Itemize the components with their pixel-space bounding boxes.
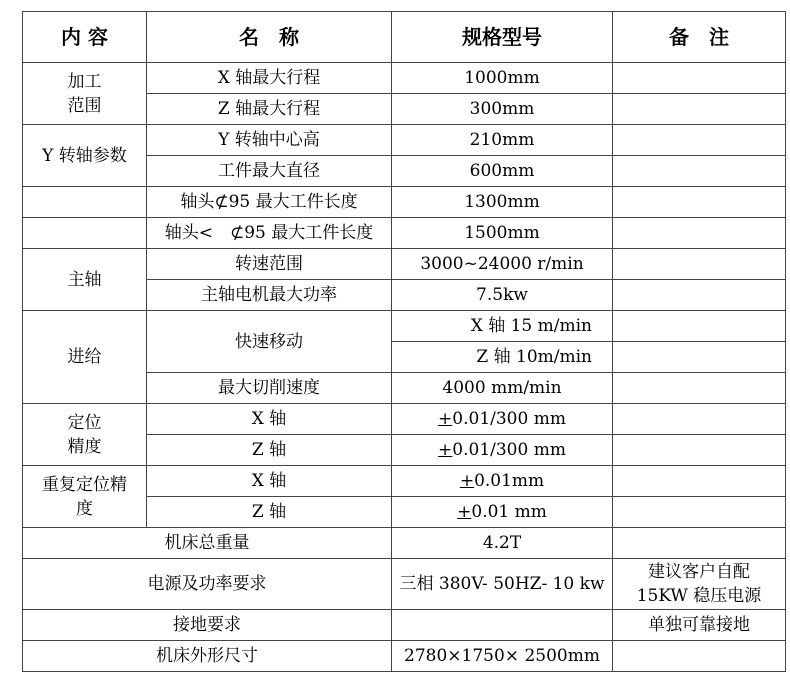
item-value: [392, 610, 613, 641]
header-row: [23, 12, 786, 63]
table-row: [23, 610, 786, 641]
item-note: [613, 435, 786, 466]
item-value: 1300mm: [392, 187, 613, 218]
table-row: [23, 528, 786, 559]
item-note: [613, 280, 786, 311]
plus-minus-sign: +: [459, 471, 475, 491]
item-name: 转速范围: [147, 249, 392, 280]
category-cell: [23, 187, 147, 218]
item-note: [613, 218, 786, 249]
category-cell: 主轴: [23, 249, 147, 311]
table-row: [23, 125, 786, 156]
category-cell: 加工 范围: [23, 63, 147, 125]
category-cell: 进给: [23, 311, 147, 404]
item-name: Z 轴: [147, 435, 392, 466]
table-row: [23, 641, 786, 672]
item-note: [613, 94, 786, 125]
item-value: [392, 404, 613, 435]
item-note: [613, 528, 786, 559]
item-value: 4000 mm/min: [392, 373, 613, 404]
header-content: 内 容: [23, 12, 147, 63]
item-value: 三相 380V- 50HZ- 10 kw: [392, 559, 613, 610]
item-note: [613, 373, 786, 404]
item-note: [613, 497, 786, 528]
item-value: 600mm: [392, 156, 613, 187]
item-value: [392, 466, 613, 497]
item-value: 7.5kw: [392, 280, 613, 311]
item-value: Z 轴 10m/min: [392, 342, 613, 373]
item-name: 轴头⊄95 最大工件长度: [147, 187, 392, 218]
item-name: 机床总重量: [23, 528, 392, 559]
item-name: 主轴电机最大功率: [147, 280, 392, 311]
category-cell: [23, 218, 147, 249]
item-value: X 轴 15 m/min: [392, 311, 613, 342]
item-note: [613, 125, 786, 156]
item-note: 单独可靠接地: [613, 610, 786, 641]
table-row: [23, 249, 786, 280]
item-name: Z 轴最大行程: [147, 94, 392, 125]
item-note: [613, 63, 786, 94]
item-name: X 轴最大行程: [147, 63, 392, 94]
item-value: 1500mm: [392, 218, 613, 249]
item-name: Y 转轴中心高: [147, 125, 392, 156]
item-name: 电源及功率要求: [23, 559, 392, 610]
table-row: [23, 559, 786, 610]
item-name: 快速移动: [147, 311, 392, 373]
item-name: 接地要求: [23, 610, 392, 641]
table-row: [23, 311, 786, 342]
item-value: [392, 435, 613, 466]
table-row: [23, 404, 786, 435]
category-cell: 重复定位精 度: [23, 466, 147, 528]
item-note: [613, 641, 786, 672]
item-value: 3000~24000 r/min: [392, 249, 613, 280]
item-value: 300mm: [392, 94, 613, 125]
table-row: [23, 466, 786, 497]
table-row: [23, 187, 786, 218]
value-text: 0.01/300 mm: [452, 440, 566, 460]
value-text: 0.01mm: [474, 471, 545, 491]
plus-minus-sign: +: [457, 502, 472, 522]
spec-table: [22, 11, 786, 672]
item-name: X 轴: [147, 466, 392, 497]
item-name: X 轴: [147, 404, 392, 435]
table-row: [23, 218, 786, 249]
category-cell: Y 转轴参数: [23, 125, 147, 187]
category-cell: 定位 精度: [23, 404, 147, 466]
plus-minus-sign: +: [438, 409, 453, 429]
item-name: 机床外形尺寸: [23, 641, 392, 672]
item-value: 210mm: [392, 125, 613, 156]
item-name: 最大切削速度: [147, 373, 392, 404]
value-text: 0.01/300 mm: [452, 409, 566, 429]
value-text: 0.01 mm: [471, 502, 547, 522]
item-note: [613, 466, 786, 497]
item-note: [613, 187, 786, 218]
item-value: 4.2T: [392, 528, 613, 559]
item-note: 建议客户自配 15KW 稳压电源: [613, 559, 786, 610]
item-note: [613, 404, 786, 435]
item-note: [613, 342, 786, 373]
item-value: [392, 497, 613, 528]
item-name: Z 轴: [147, 497, 392, 528]
table-row: [23, 63, 786, 94]
item-value: 1000mm: [392, 63, 613, 94]
item-name: 工件最大直径: [147, 156, 392, 187]
header-name: 名 称: [147, 12, 392, 63]
item-note: [613, 249, 786, 280]
item-name: 轴头< ⊄95 最大工件长度: [147, 218, 392, 249]
header-note: 备 注: [613, 12, 786, 63]
item-value: 2780×1750× 2500mm: [392, 641, 613, 672]
item-note: [613, 156, 786, 187]
item-note: [613, 311, 786, 342]
plus-minus-sign: +: [438, 440, 453, 460]
header-spec: 规格型号: [392, 12, 613, 63]
